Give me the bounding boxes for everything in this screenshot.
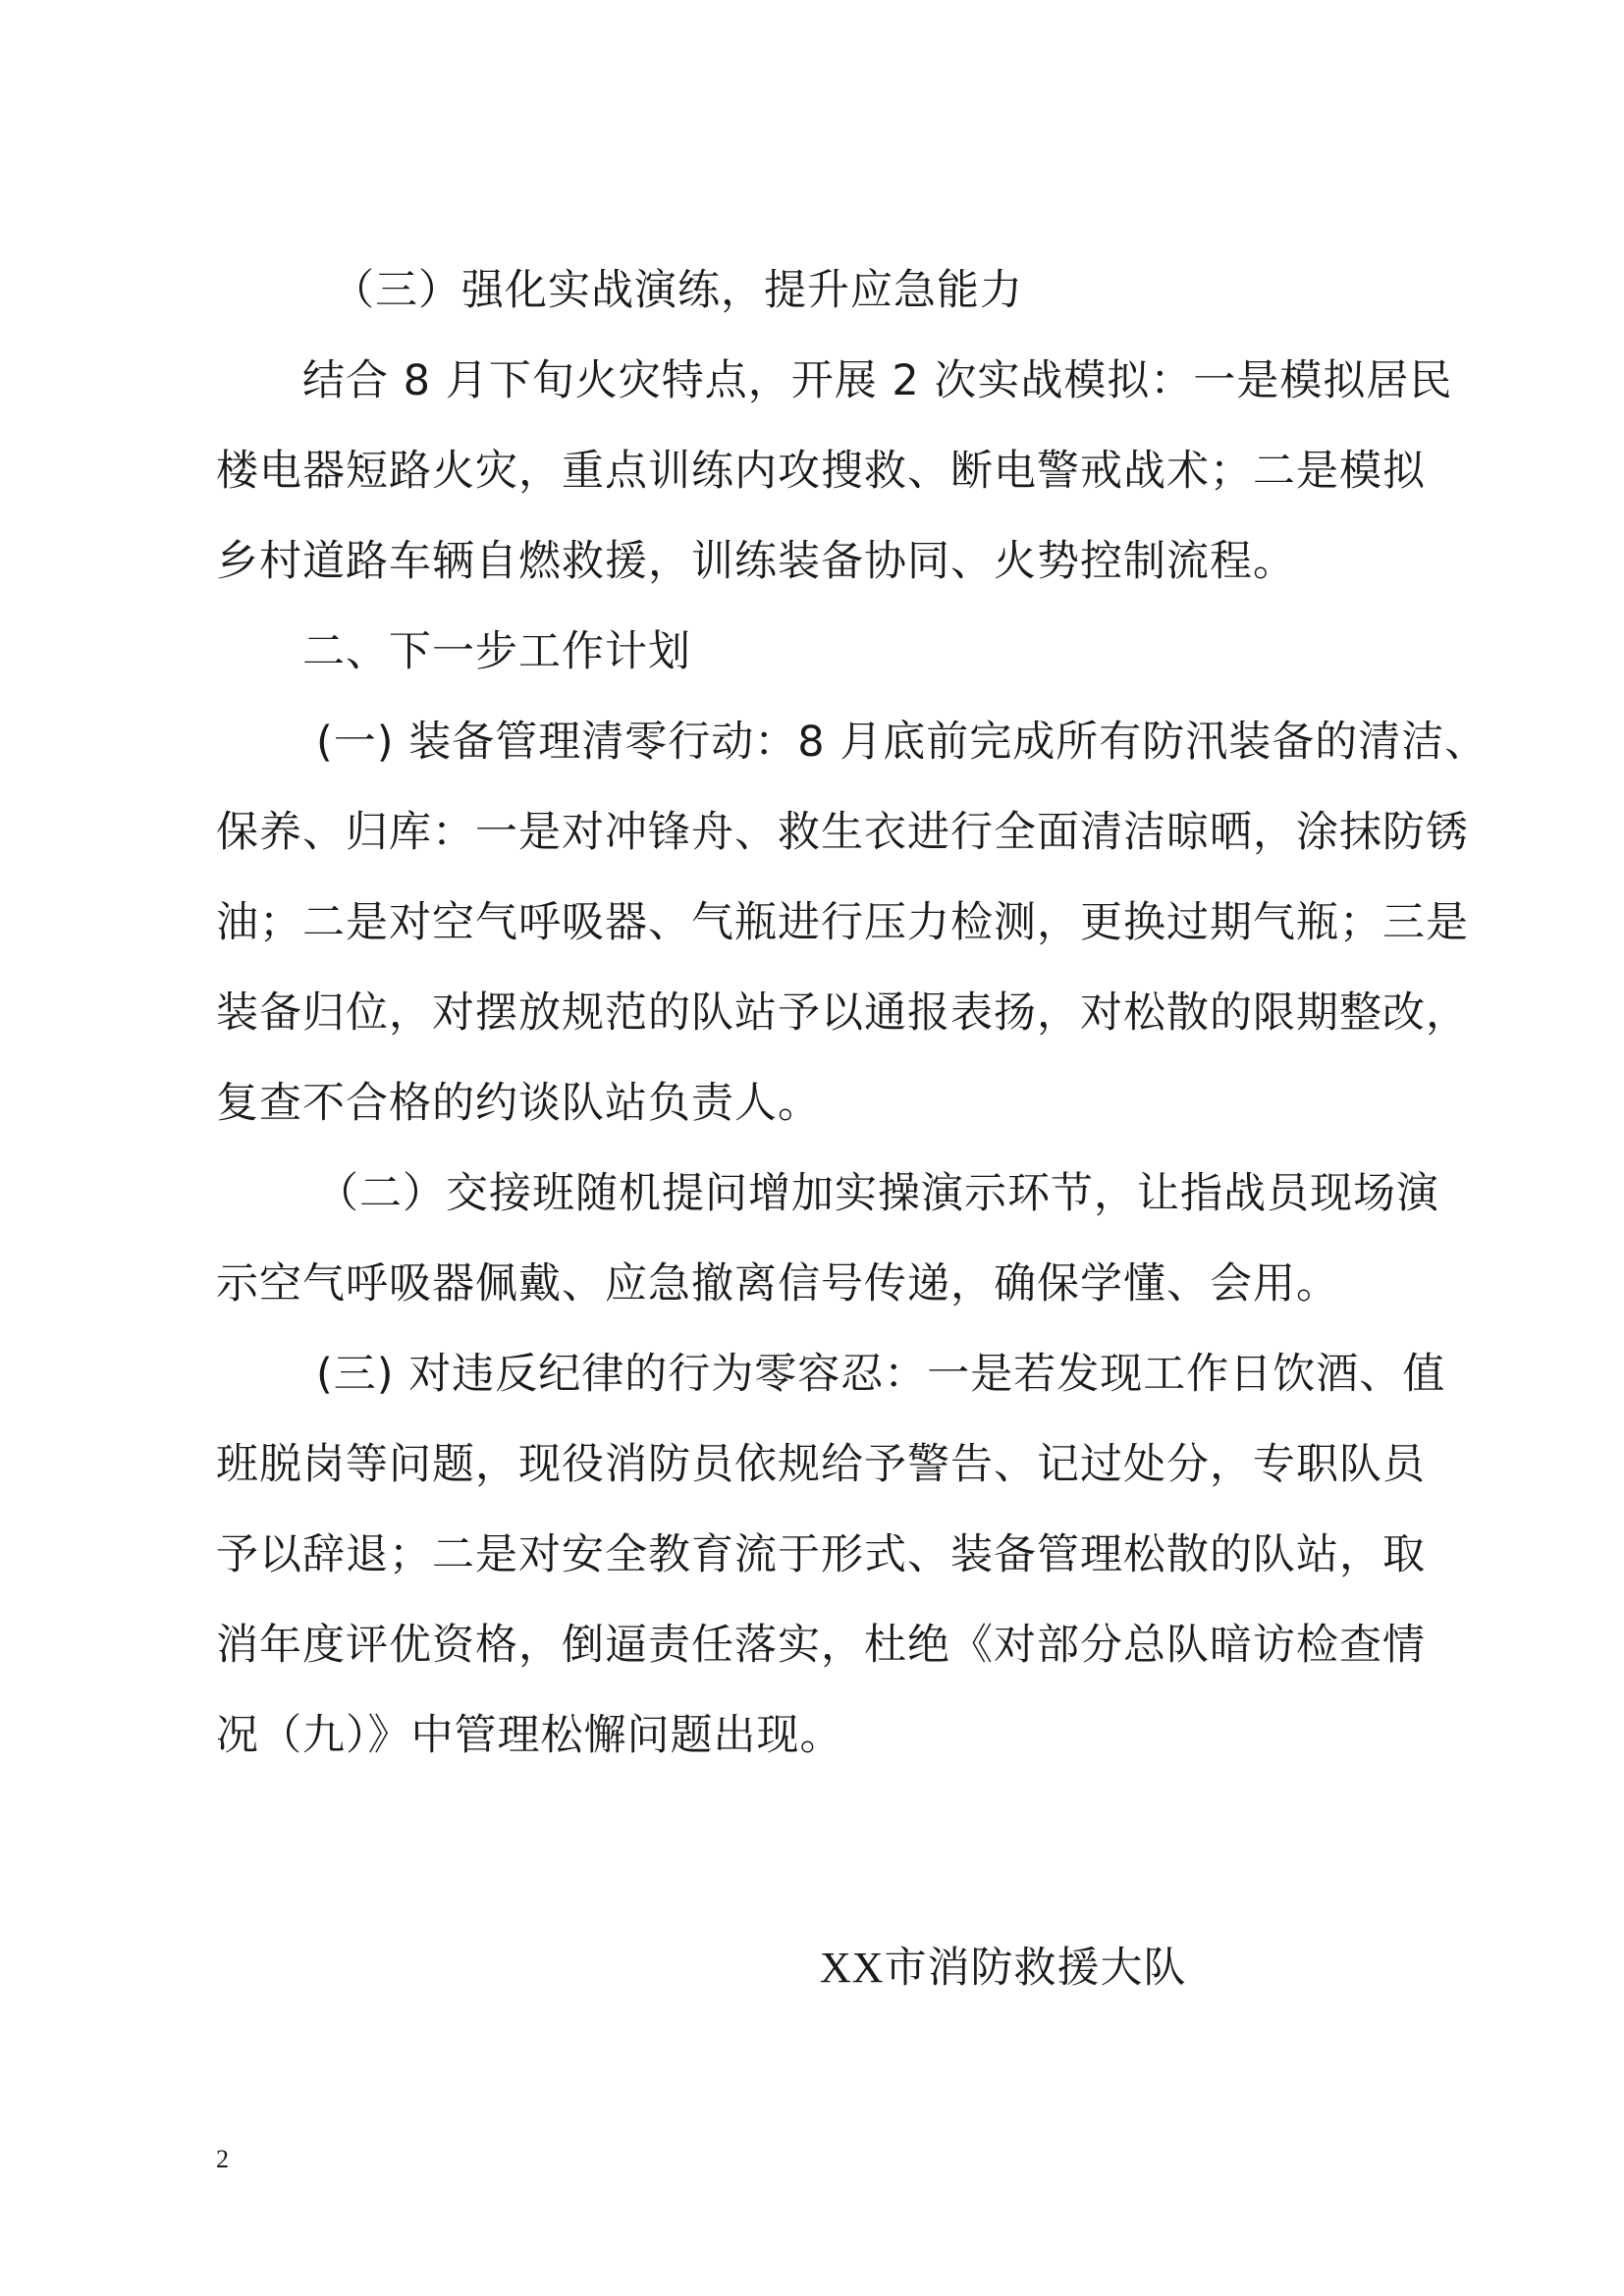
paragraph-line: 示空气呼吸器佩戴、应急撤离信号传递，确保学懂、会用。 [216, 1259, 1339, 1308]
paragraph-line: （二）交接班随机提问增加实操演示环节，让指战员现场演 [316, 1169, 1439, 1218]
paragraph-line: (一) 装备管理清零行动：8 月底前完成所有防汛装备的清洁、 [316, 718, 1489, 767]
section-title: 二、下一步工作计划 [302, 627, 691, 676]
document-body [216, 245, 1489, 1781]
signature-name: 市消防救援大队 [884, 1944, 1187, 1993]
paragraph-line: 楼电器短路火灾，重点训练内攻搜救、断电警戒战术；二是模拟 [216, 447, 1426, 496]
paragraph-line: 结合 8 月下旬火灾特点，开展 2 次实战模拟：一是模拟居民 [302, 356, 1453, 405]
paragraph-line: 况（九）》中管理松懈问题出现。 [216, 1711, 843, 1760]
paragraph-line: 乡村道路车辆自燃救援，训练装备协同、火势控制流程。 [216, 537, 1296, 586]
paragraph-line: 消年度评优资格，倒逼责任落实，杜绝《对部分总队暗访检查情 [216, 1621, 1426, 1670]
signature-organization [820, 1939, 1187, 1998]
page-number: 2 [216, 2145, 229, 2173]
paragraph-line: 保养、归库：一是对冲锋舟、救生衣进行全面清洁晾晒，涂抹防锈 [216, 808, 1469, 857]
section-heading: （三）强化实战演练，提升应急能力 [332, 266, 1023, 315]
paragraph-line: 复查不合格的约谈队站负责人。 [216, 1079, 821, 1128]
paragraph-line: (三) 对违反纪律的行为零容忍：一是若发现工作日饮酒、值 [316, 1350, 1446, 1399]
signature-prefix: XX [820, 1944, 885, 1992]
paragraph-line: 班脱岗等问题，现役消防员依规给予警告、记过处分，专职队员 [216, 1440, 1426, 1489]
paragraph-line: 装备归位，对摆放规范的队站予以通报表扬，对松散的限期整改， [216, 988, 1469, 1038]
paragraph-line: 予以辞退；二是对安全教育流于形式、装备管理松散的队站，取 [216, 1530, 1426, 1579]
paragraph-line: 油；二是对空气呼吸器、气瓶进行压力检测，更换过期气瓶；三是 [216, 898, 1469, 947]
